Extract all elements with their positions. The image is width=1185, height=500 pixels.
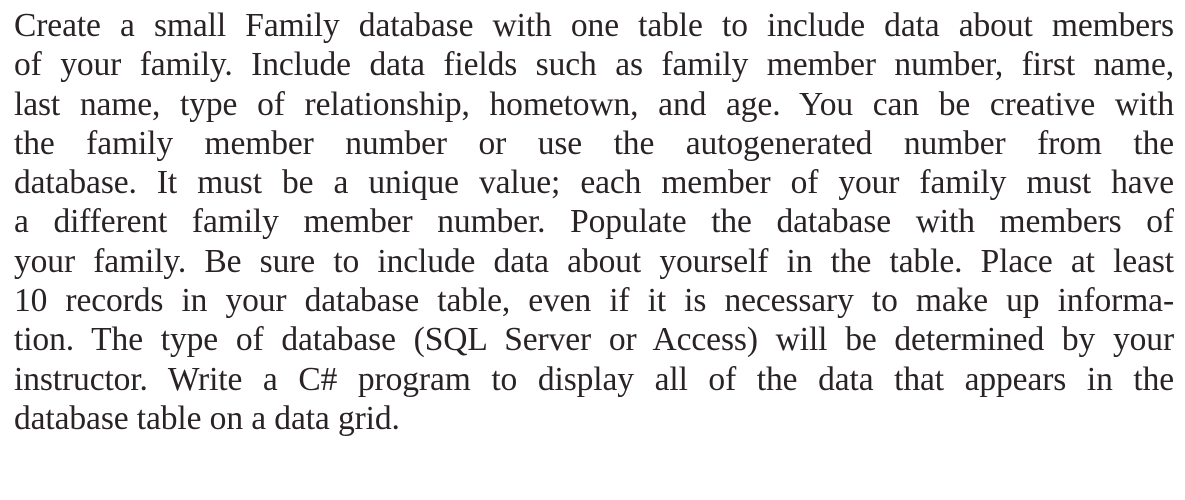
paragraph-line-9: tion. The type of database (SQL Server or Access) will be determined by your bbox=[14, 321, 1174, 359]
exercise-paragraph bbox=[14, 6, 1174, 438]
paragraph-line-11: database table on a data grid. bbox=[14, 399, 400, 437]
paragraph-line-6: a different family member number. Populate the database with members of bbox=[14, 203, 1174, 241]
paragraph-line-5: database. It must be a unique value; each member of your family must have bbox=[14, 164, 1174, 202]
paragraph-line-1: Create a small Family database with one table to include data about members bbox=[14, 7, 1174, 44]
paragraph-line-2: of your family. Include data fields such as family member number, first name, bbox=[14, 46, 1174, 84]
paragraph-line-8: 10 records in your database table, even if it is necessary to make up informa- bbox=[14, 282, 1174, 320]
paragraph-line-4: the family member number or use the autogenerated number from the bbox=[14, 124, 1174, 162]
paragraph-line-10: instructor. Write a C# program to display all of the data that appears in the bbox=[14, 360, 1174, 398]
paragraph-line-7: your family. Be sure to include data about yourself in the table. Place at least bbox=[14, 242, 1174, 280]
paragraph-line-3: last name, type of relationship, hometown, and age. You can be creative with bbox=[14, 85, 1174, 123]
